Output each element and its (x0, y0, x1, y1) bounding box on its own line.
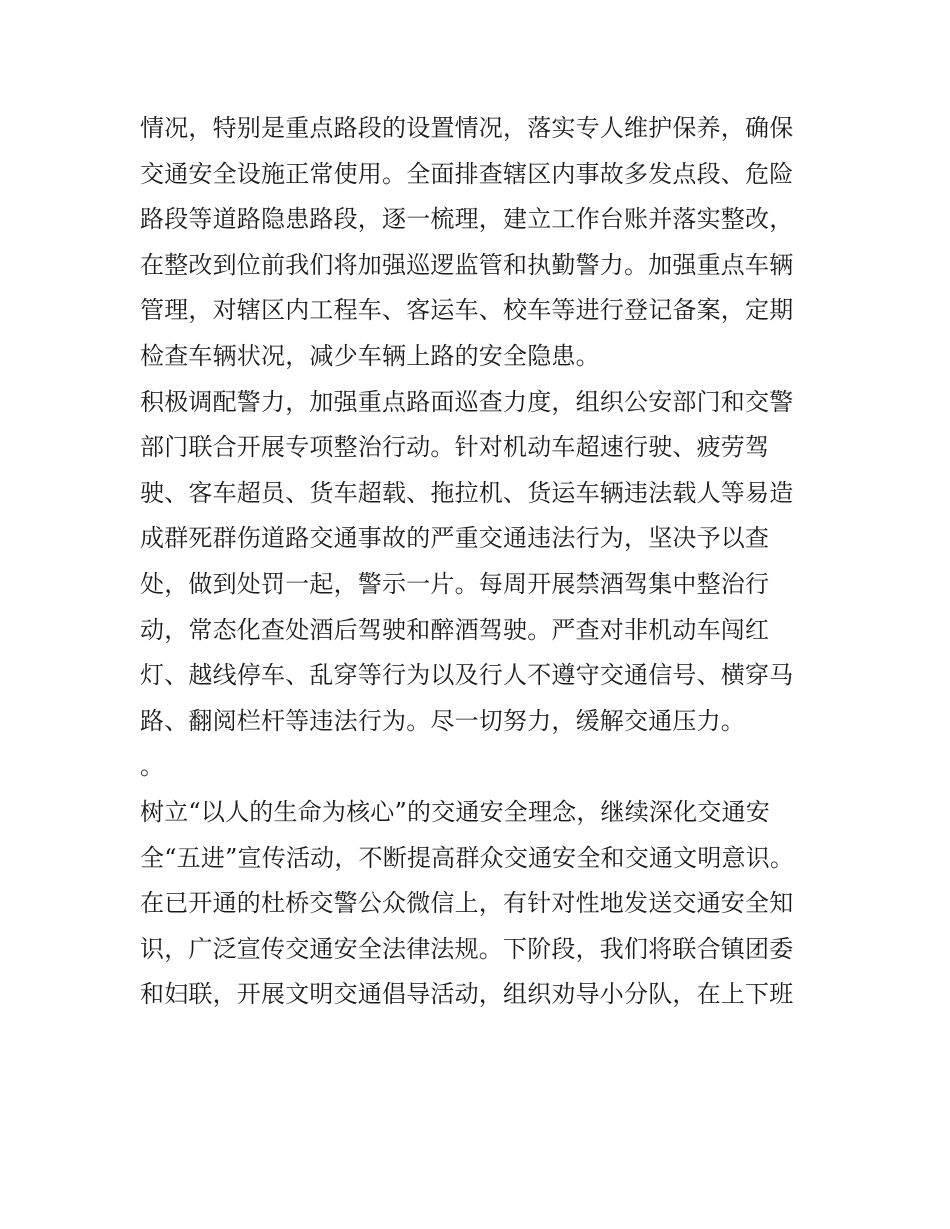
text-line: 检查车辆状况，减少车辆上路的安全隐患。 (140, 341, 600, 370)
text-line: 路段等道路隐患路段，逐一梳理，建立工作台账并落实整改， (140, 205, 794, 234)
body-text (140, 106, 820, 1018)
text-line: 全“五进”宣传活动，不断提高群众交通安全和交通文明意识。 (140, 843, 795, 872)
text-line: 成群死群伤道路交通事故的严重交通违法行为，坚决予以查 (140, 524, 770, 553)
text-line: 识，广泛宣传交通安全法律法规。下阶段，我们将联合镇团委 (140, 934, 794, 963)
text-line: 和妇联，开展文明交通倡导活动，组织劝导小分队，在上下班 (140, 980, 794, 1009)
text-line: 。 (140, 752, 165, 781)
text-line: 在已开通的杜桥交警公众微信上，有针对性地发送交通安全知 (140, 889, 794, 918)
text-line: 驶、客车超员、货车超载、拖拉机、货运车辆违法载人等易造 (140, 478, 794, 507)
text-line: 管理，对辖区内工程车、客运车、校车等进行登记备案，定期 (140, 296, 794, 325)
text-line: 情况，特别是重点路段的设置情况，落实专人维护保养，确保 (140, 114, 794, 142)
text-line: 积极调配警力，加强重点路面巡查力度，组织公安部门和交警 (140, 387, 794, 416)
text-line: 动，常态化查处酒后驾驶和醉酒驾驶。严查对非机动车闯红 (140, 615, 770, 644)
text-line: 树立“以人的生命为核心”的交通安全理念，继续深化交通安 (140, 797, 770, 826)
text-line: 在整改到位前我们将加强巡逻监管和执勤警力。加强重点车辆 (140, 250, 794, 279)
text-line: 处，做到处罚一起，警示一片。每周开展禁酒驾集中整治行 (140, 569, 770, 598)
text-line: 路、翻阅栏杆等违法行为。尽一切努力，缓解交通压力。 (140, 706, 745, 735)
text-line: 交通安全设施正常使用。全面排查辖区内事故多发点段、危险 (140, 159, 794, 188)
text-line: 灯、越线停车、乱穿等行为以及行人不遵守交通信号、横穿马 (140, 661, 794, 690)
text-line: 部门联合开展专项整治行动。针对机动车超速行驶、疲劳驾 (140, 433, 770, 462)
